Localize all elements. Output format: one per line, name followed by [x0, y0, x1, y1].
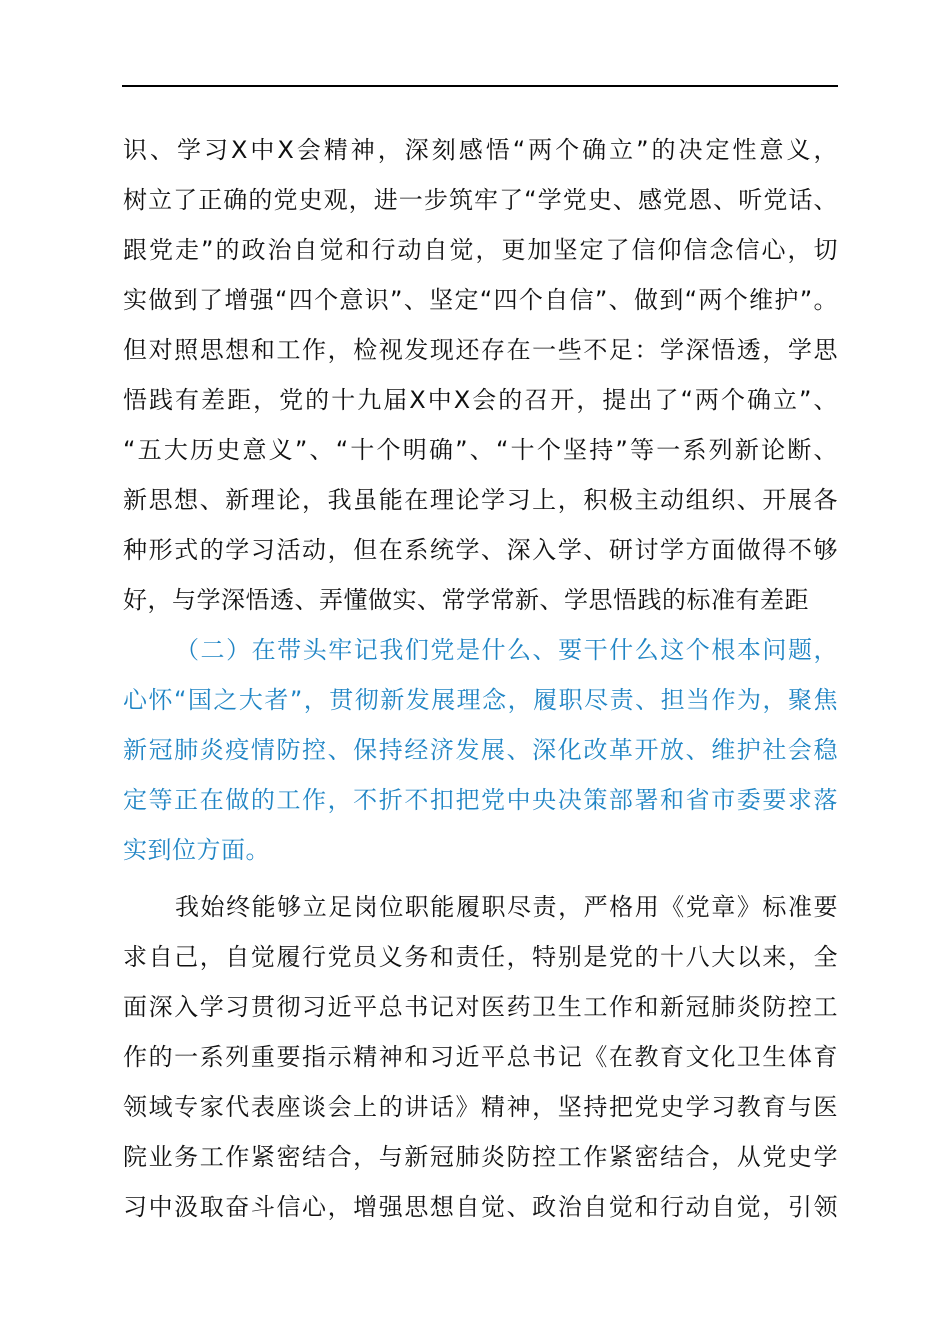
heading-line: （二）在带头牢记我们党是什么、要干什么这个根本问题，: [175, 636, 838, 664]
text-line: 新思想、新理论，我虽能在理论学习上，积极主动组织、开展各: [123, 486, 838, 514]
text-line: 院业务工作紧密结合，与新冠肺炎防控工作紧密结合，从党史学: [123, 1143, 838, 1171]
text-line: 实做到了增强“四个意识”、坚定“四个自信”、做到“两个维护”。: [123, 286, 838, 314]
heading-line: 实到位方面。: [123, 836, 270, 864]
document-body: [123, 125, 838, 1232]
text-line: 跟党走”的政治自觉和行动自觉，更加坚定了信仰信念信心，切: [123, 236, 838, 264]
text-line: 作的一系列重要指示精神和习近平总书记《在教育文化卫生体育: [123, 1043, 838, 1071]
text-line: 领域专家代表座谈会上的讲话》精神，坚持把党史学习教育与医: [123, 1093, 838, 1121]
text-line: 识、学习X中X会精神，深刻感悟“两个确立”的决定性意义，: [123, 136, 838, 164]
text-line: 树立了正确的党史观，进一步筑牢了“学党史、感党恩、听党话、: [123, 186, 838, 214]
header-rule: [122, 85, 838, 87]
heading-line: 心怀“国之大者”，贯彻新发展理念，履职尽责、担当作为，聚焦: [123, 686, 838, 714]
section-heading-2: [123, 625, 838, 875]
text-line: 习中汲取奋斗信心，增强思想自觉、政治自觉和行动自觉，引领: [123, 1193, 838, 1221]
text-line: 面深入学习贯彻习近平总书记对医药卫生工作和新冠肺炎防控工: [123, 993, 838, 1021]
text-line: 我始终能够立足岗位职能履职尽责，严格用《党章》标准要: [175, 893, 838, 921]
text-line: 好，与学深悟透、弄懂做实、常学常新、学思悟践的标准有差距: [123, 586, 809, 614]
heading-line: 定等正在做的工作，不折不扣把党中央决策部署和省市委要求落: [123, 786, 838, 814]
text-line: 悟践有差距，党的十九届X中X会的召开，提出了“两个确立”、: [123, 386, 838, 414]
text-line: 求自己，自觉履行党员义务和责任，特别是党的十八大以来，全: [123, 943, 838, 971]
text-line: 种形式的学习活动，但在系统学、深入学、研讨学方面做得不够: [123, 536, 838, 564]
text-line: 但对照思想和工作，检视发现还存在一些不足：学深悟透，学思: [123, 336, 838, 364]
heading-line: 新冠肺炎疫情防控、保持经济发展、深化改革开放、维护社会稳: [123, 736, 838, 764]
text-line: “五大历史意义”、“十个明确”、“十个坚持”等一系列新论断、: [123, 436, 838, 464]
paragraph-1: [123, 125, 838, 625]
paragraph-2: [123, 882, 838, 1232]
